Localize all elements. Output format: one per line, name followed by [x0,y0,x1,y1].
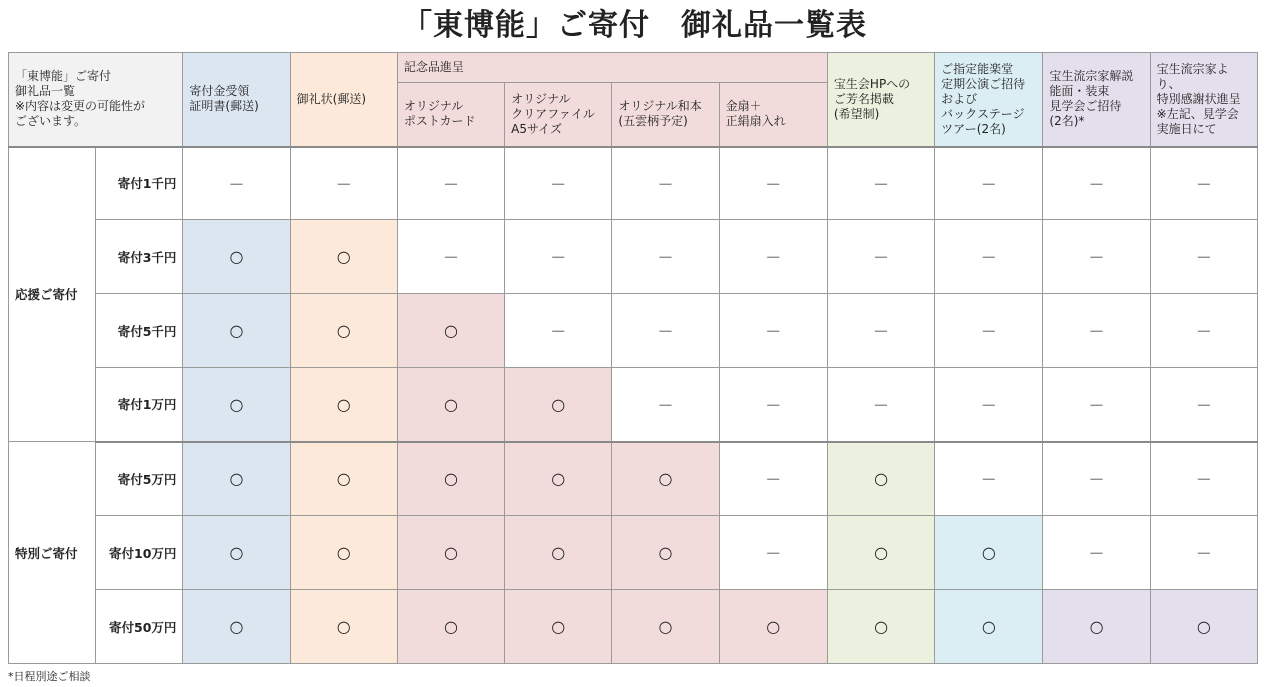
benefit-cell-exhibition-invite: － [1043,442,1150,516]
tier-label: 寄付5万円 [96,442,183,516]
benefit-cell-hp-listing: ○ [827,590,934,664]
benefit-cell-performance-invite: － [935,294,1043,368]
benefit-cell-wahon: － [612,294,719,368]
benefit-cell-certificate: ○ [183,516,290,590]
benefit-cell-thanks-certificate: － [1150,147,1257,220]
table-row [9,147,1258,220]
benefit-cell-exhibition-invite: － [1043,294,1150,368]
benefit-cell-postcard: ○ [397,368,504,442]
benefit-cell-exhibition-invite: － [1043,220,1150,294]
table-row [9,590,1258,664]
benefit-cell-thanks-letter: ○ [290,516,397,590]
benefit-cell-thanks-letter: ○ [290,368,397,442]
benefit-cell-certificate: ○ [183,590,290,664]
benefit-cell-clear-file: ○ [505,516,612,590]
benefit-cell-thanks-letter: ○ [290,590,397,664]
benefit-cell-hp-listing: ○ [827,516,934,590]
benefit-cell-fan: － [719,147,827,220]
benefit-cell-clear-file: ○ [505,442,612,516]
benefit-cell-thanks-letter: ○ [290,294,397,368]
page-title: 「東博能」ご寄付 御礼品一覧表 [402,8,867,43]
benefit-cell-exhibition-invite: － [1043,147,1150,220]
tier-label: 寄付3千円 [96,220,183,294]
benefit-cell-thanks-certificate: － [1150,442,1257,516]
benefit-cell-performance-invite: － [935,368,1043,442]
group-label-special: 特別ご寄付 [9,442,96,664]
benefit-cell-hp-listing: － [827,147,934,220]
benefit-cell-exhibition-invite: － [1043,368,1150,442]
benefit-cell-exhibition-invite: ○ [1043,590,1150,664]
benefit-cell-thanks-letter: ○ [290,220,397,294]
tier-label: 寄付50万円 [96,590,183,664]
tier-label: 寄付1千円 [96,147,183,220]
benefit-cell-postcard: ○ [397,294,504,368]
col-header-exhibition-invite: 宝生流宗家解説 能面・装束 見学会ご招待 (2名)* [1043,53,1150,147]
gift-table [8,52,1258,664]
table-row [9,442,1258,516]
benefit-cell-postcard: － [397,147,504,220]
group-label-support: 応援ご寄付 [9,147,96,442]
benefit-cell-performance-invite: － [935,220,1043,294]
benefit-cell-thanks-certificate: － [1150,294,1257,368]
benefit-cell-postcard: － [397,220,504,294]
tier-label: 寄付1万円 [96,368,183,442]
benefit-cell-hp-listing: － [827,294,934,368]
benefit-cell-certificate: ○ [183,294,290,368]
benefit-cell-fan: － [719,368,827,442]
benefit-cell-hp-listing: － [827,220,934,294]
col-header-certificate: 寄付金受領 証明書(郵送) [183,53,290,147]
benefit-cell-clear-file: － [505,220,612,294]
benefit-cell-wahon: ○ [612,590,719,664]
col-header-performance-invite: ご指定能楽堂 定期公演ご招待 および バックステージ ツアー(2名) [935,53,1043,147]
benefit-cell-certificate: ○ [183,442,290,516]
col-header-memento-group: 記念品進呈 [397,53,827,83]
col-header-wahon: オリジナル和本 (五雲柄予定) [612,83,719,147]
tier-label: 寄付10万円 [96,516,183,590]
benefit-cell-clear-file: ○ [505,368,612,442]
benefit-cell-thanks-certificate: － [1150,516,1257,590]
col-header-thanks-certificate: 宝生流宗家より、 特別感謝状進呈 ※左記、見学会 実施日にて [1150,53,1257,147]
table-row [9,220,1258,294]
benefit-cell-thanks-letter: ○ [290,442,397,516]
benefit-cell-thanks-letter: － [290,147,397,220]
benefit-cell-clear-file: － [505,147,612,220]
benefit-cell-wahon: － [612,147,719,220]
benefit-cell-fan: － [719,442,827,516]
benefit-cell-certificate: ○ [183,220,290,294]
benefit-cell-wahon: ○ [612,516,719,590]
benefit-cell-postcard: ○ [397,590,504,664]
col-header-fan: 金扇＋ 正絹扇入れ [719,83,827,147]
col-header-thanks-letter: 御礼状(郵送) [290,53,397,147]
benefit-cell-thanks-certificate: ○ [1150,590,1257,664]
benefit-cell-clear-file: ○ [505,590,612,664]
benefit-cell-performance-invite: ○ [935,590,1043,664]
benefit-cell-fan: ○ [719,590,827,664]
benefit-cell-fan: － [719,294,827,368]
benefit-cell-thanks-certificate: － [1150,220,1257,294]
col-header-postcard: オリジナル ポストカード [397,83,504,147]
benefit-cell-performance-invite: － [935,442,1043,516]
tier-label: 寄付5千円 [96,294,183,368]
table-row [9,516,1258,590]
benefit-cell-postcard: ○ [397,516,504,590]
table-corner-note: 「東博能」ご寄付 御礼品一覧 ※内容は変更の可能性が ございます。 [9,53,183,147]
col-header-hp-listing: 宝生会HPへの ご芳名掲載 (希望制) [827,53,934,147]
table-row [9,368,1258,442]
benefit-cell-fan: － [719,220,827,294]
benefit-cell-certificate: － [183,147,290,220]
benefit-cell-performance-invite: ○ [935,516,1043,590]
benefit-cell-performance-invite: － [935,147,1043,220]
benefit-cell-certificate: ○ [183,368,290,442]
footnote: *日程別途ご相談 [8,670,91,683]
benefit-cell-fan: － [719,516,827,590]
benefit-cell-hp-listing: － [827,368,934,442]
benefit-cell-thanks-certificate: － [1150,368,1257,442]
benefit-cell-clear-file: － [505,294,612,368]
benefit-cell-wahon: － [612,368,719,442]
benefit-cell-wahon: ○ [612,442,719,516]
table-row [9,294,1258,368]
benefit-cell-exhibition-invite: － [1043,516,1150,590]
col-header-clear-file: オリジナル クリアファイル A5サイズ [505,83,612,147]
benefit-cell-wahon: － [612,220,719,294]
benefit-cell-postcard: ○ [397,442,504,516]
benefit-cell-hp-listing: ○ [827,442,934,516]
